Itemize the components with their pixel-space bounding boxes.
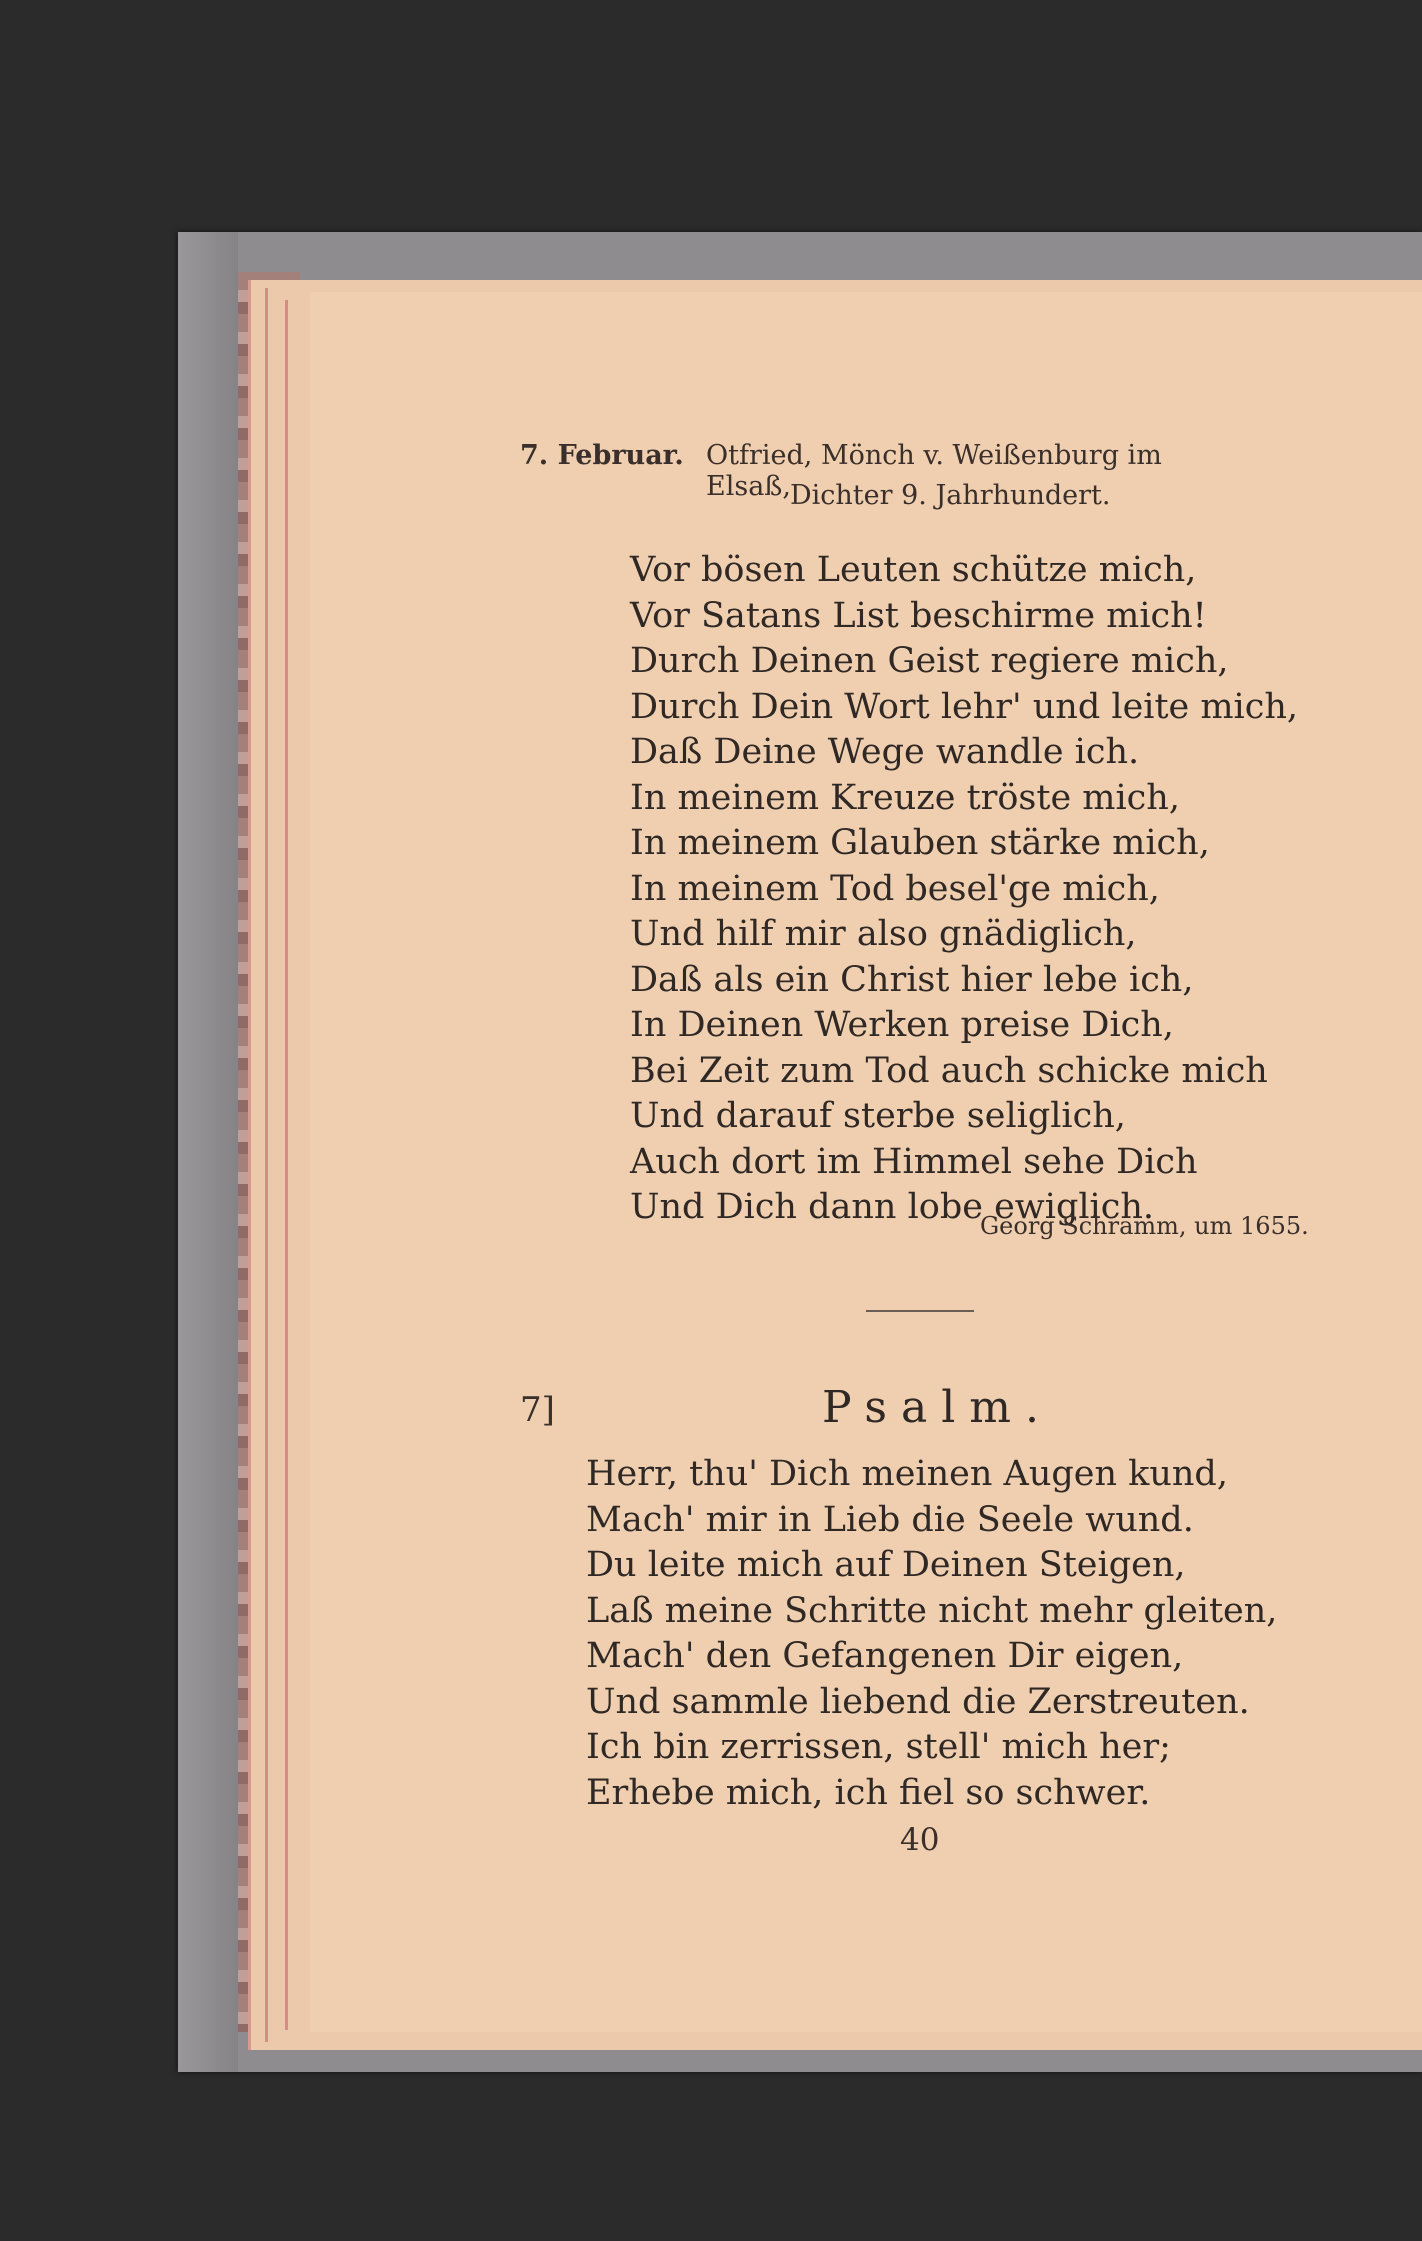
poem-line: Erhebe mich, ich fiel so schwer.: [586, 1772, 1151, 1813]
poem-line: In Deinen Werken preise Dich,: [630, 1005, 1174, 1045]
poem-line: Durch Deinen Geist regiere mich,: [630, 641, 1229, 681]
poem-line: Vor Satans List beschirme mich!: [630, 595, 1207, 636]
poem-line: Vor bösen Leuten schütze mich,: [630, 550, 1197, 590]
header-author: Otfried, Mönch v. Weißenburg im Elsaß,: [706, 440, 1162, 502]
poem-line: Herr, thu' Dich meinen Augen kund,: [586, 1454, 1228, 1494]
poem-line: Ich bin zerrissen, stell' mich her;: [586, 1727, 1171, 1767]
header-date: 7. Februar.: [520, 440, 684, 471]
psalm-title: Psalm.: [822, 1382, 1054, 1433]
poem-line: In meinem Tod besel'ge mich,: [630, 868, 1160, 909]
poem-line: In meinem Glauben stärke mich,: [630, 823, 1210, 863]
poem-line: Und Dich dann lobe ewiglich.: [630, 1187, 1155, 1227]
poem-line: Laß meine Schritte nicht mehr gleiten,: [586, 1590, 1278, 1631]
poem-psalm: [586, 1452, 1286, 1816]
poem-line: Und hilf mir also gnädiglich,: [630, 914, 1137, 954]
section-divider: [866, 1310, 974, 1312]
page-number: 40: [900, 1822, 940, 1858]
poem-line: Mach' mir in Lieb die Seele wund.: [586, 1499, 1194, 1540]
poem-line: In meinem Kreuze tröste mich,: [630, 777, 1180, 818]
poem-source: Georg Schramm, um 1655.: [980, 1212, 1309, 1240]
poem-line: Daß Deine Wege wandle ich.: [630, 732, 1140, 772]
poem-line: Und darauf sterbe seliglich,: [630, 1096, 1126, 1136]
poem-line: Und sammle liebend die Zerstreuten.: [586, 1681, 1250, 1722]
poem-line: Auch dort im Himmel sehe Dich: [630, 1141, 1198, 1182]
psalm-number: 7]: [520, 1390, 555, 1430]
poem-first: [630, 548, 1330, 1231]
poem-line: Du leite mich auf Deinen Steigen,: [586, 1545, 1186, 1585]
poem-line: Daß als ein Christ hier lebe ich,: [630, 959, 1194, 1000]
poem-line: Mach' den Gefangenen Dir eigen,: [586, 1636, 1184, 1676]
header-author-subtitle: Dichter 9. Jahrhundert.: [790, 480, 1111, 511]
poem-line: Bei Zeit zum Tod auch schicke mich: [630, 1050, 1268, 1091]
poem-line: Durch Dein Wort lehr' und leite mich,: [630, 686, 1299, 727]
